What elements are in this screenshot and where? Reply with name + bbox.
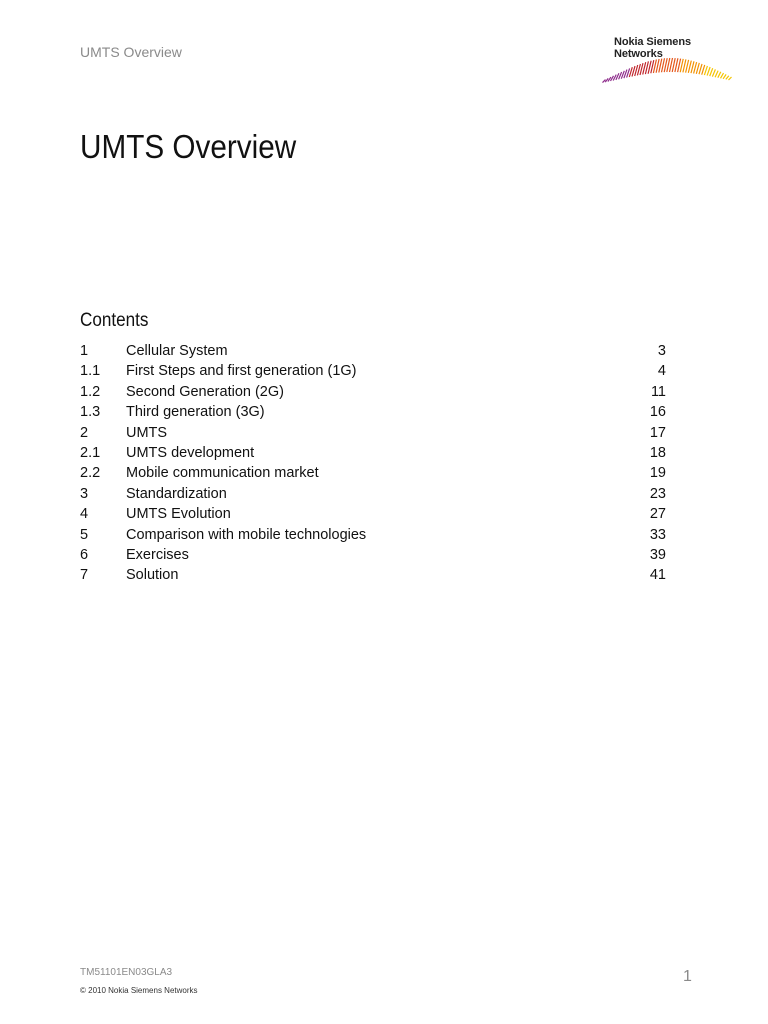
table-of-contents — [80, 341, 666, 586]
toc-entry-page: 16 — [649, 404, 666, 421]
logo-wave-stroke — [688, 61, 691, 73]
toc-entry[interactable] — [80, 443, 666, 463]
contents-heading: Contents — [80, 310, 149, 331]
toc-entry-label: Comparison with mobile technologies — [126, 526, 367, 543]
logo-wave-stroke — [699, 64, 702, 74]
logo-wave-stroke — [723, 74, 726, 78]
toc-entry-label: Second Generation (2G) — [126, 383, 284, 400]
toc-entry-label: First Steps and first generation (1G) — [126, 363, 357, 380]
logo-wave-stroke — [696, 63, 699, 74]
logo-wave-stroke — [721, 73, 724, 78]
toc-entry-page: 41 — [649, 567, 666, 584]
toc-entry-label: UMTS development — [126, 444, 255, 461]
toc-entry-number: 7 — [80, 567, 89, 584]
toc-entry-label: Cellular System — [126, 343, 228, 359]
page-number: 1 — [683, 968, 692, 985]
copyright-notice: © 2010 Nokia Siemens Networks — [80, 986, 198, 995]
toc-entry[interactable] — [80, 463, 666, 483]
logo-wave-stroke — [675, 58, 678, 72]
toc-entry[interactable] — [80, 341, 666, 361]
toc-entry-page: 11 — [650, 383, 666, 400]
toc-entry-page: 19 — [649, 465, 666, 482]
toc-entry-page: 17 — [649, 424, 666, 441]
logo-text-line1: Nokia Siemens — [614, 36, 691, 48]
toc-entry[interactable] — [80, 504, 666, 524]
logo-wave-stroke — [715, 71, 718, 78]
logo-wave-stroke — [726, 76, 729, 80]
toc-entry[interactable] — [80, 484, 666, 504]
document-title: UMTS Overview — [80, 128, 297, 165]
toc-entry-page: 4 — [657, 363, 666, 380]
toc-entry-number: 1 — [80, 343, 89, 359]
nokia-siemens-networks-logo — [598, 36, 734, 92]
logo-wave-stroke — [710, 68, 713, 76]
toc-entry[interactable] — [80, 565, 666, 585]
toc-entry-label: Standardization — [126, 485, 227, 502]
toc-entry-number: 2.1 — [80, 444, 101, 461]
running-header: UMTS Overview — [80, 44, 182, 60]
toc-entry-label: UMTS Evolution — [126, 506, 231, 523]
toc-entry-number: 2.2 — [80, 465, 101, 482]
toc-entry-page: 33 — [649, 526, 666, 543]
toc-entry-number: 1.1 — [80, 363, 101, 380]
toc-entry-label: Exercises — [126, 546, 189, 563]
toc-entry[interactable] — [80, 361, 666, 381]
toc-entry-page: 39 — [649, 546, 666, 563]
logo-wave-stroke — [686, 60, 689, 73]
toc-entry-number: 1.2 — [80, 383, 101, 400]
toc-entry-label: Mobile communication market — [126, 465, 319, 482]
toc-entry-number: 1.3 — [80, 404, 101, 421]
toc-entry-page: 23 — [649, 485, 666, 502]
toc-entry-number: 2 — [80, 424, 89, 441]
toc-entry-number: 4 — [80, 506, 89, 523]
toc-entry[interactable] — [80, 545, 666, 565]
logo-wave-stroke — [718, 72, 721, 78]
logo-wave-stroke — [694, 62, 697, 73]
logo-wave-stroke — [704, 66, 707, 75]
toc-entry-number: 3 — [80, 485, 89, 502]
logo-wave-stroke — [707, 67, 710, 76]
logo-wave-stroke — [729, 77, 732, 80]
toc-entry-page: 18 — [649, 444, 666, 461]
logo-text-line2: Networks — [614, 48, 663, 60]
logo-wave-stroke — [683, 59, 686, 72]
toc-entry-number: 5 — [80, 526, 89, 543]
toc-entry[interactable] — [80, 382, 666, 402]
toc-entry-label: Solution — [126, 567, 179, 584]
logo-wave-stroke — [712, 69, 715, 76]
toc-entry-label: UMTS — [126, 424, 168, 441]
toc-entry-label: Third generation (3G) — [126, 404, 265, 421]
logo-wave-stroke — [603, 80, 606, 83]
toc-entry-number: 6 — [80, 546, 89, 563]
logo-wave-stroke — [702, 65, 705, 75]
toc-entry-page: 3 — [657, 343, 666, 359]
logo-wave-stroke — [691, 61, 694, 73]
toc-entry[interactable] — [80, 525, 666, 545]
document-code: TM51101EN03GLA3 — [80, 967, 173, 978]
logo-text — [614, 36, 691, 60]
toc-entry[interactable] — [80, 402, 666, 422]
toc-entry[interactable] — [80, 423, 666, 443]
toc-entry-page: 27 — [649, 506, 666, 523]
